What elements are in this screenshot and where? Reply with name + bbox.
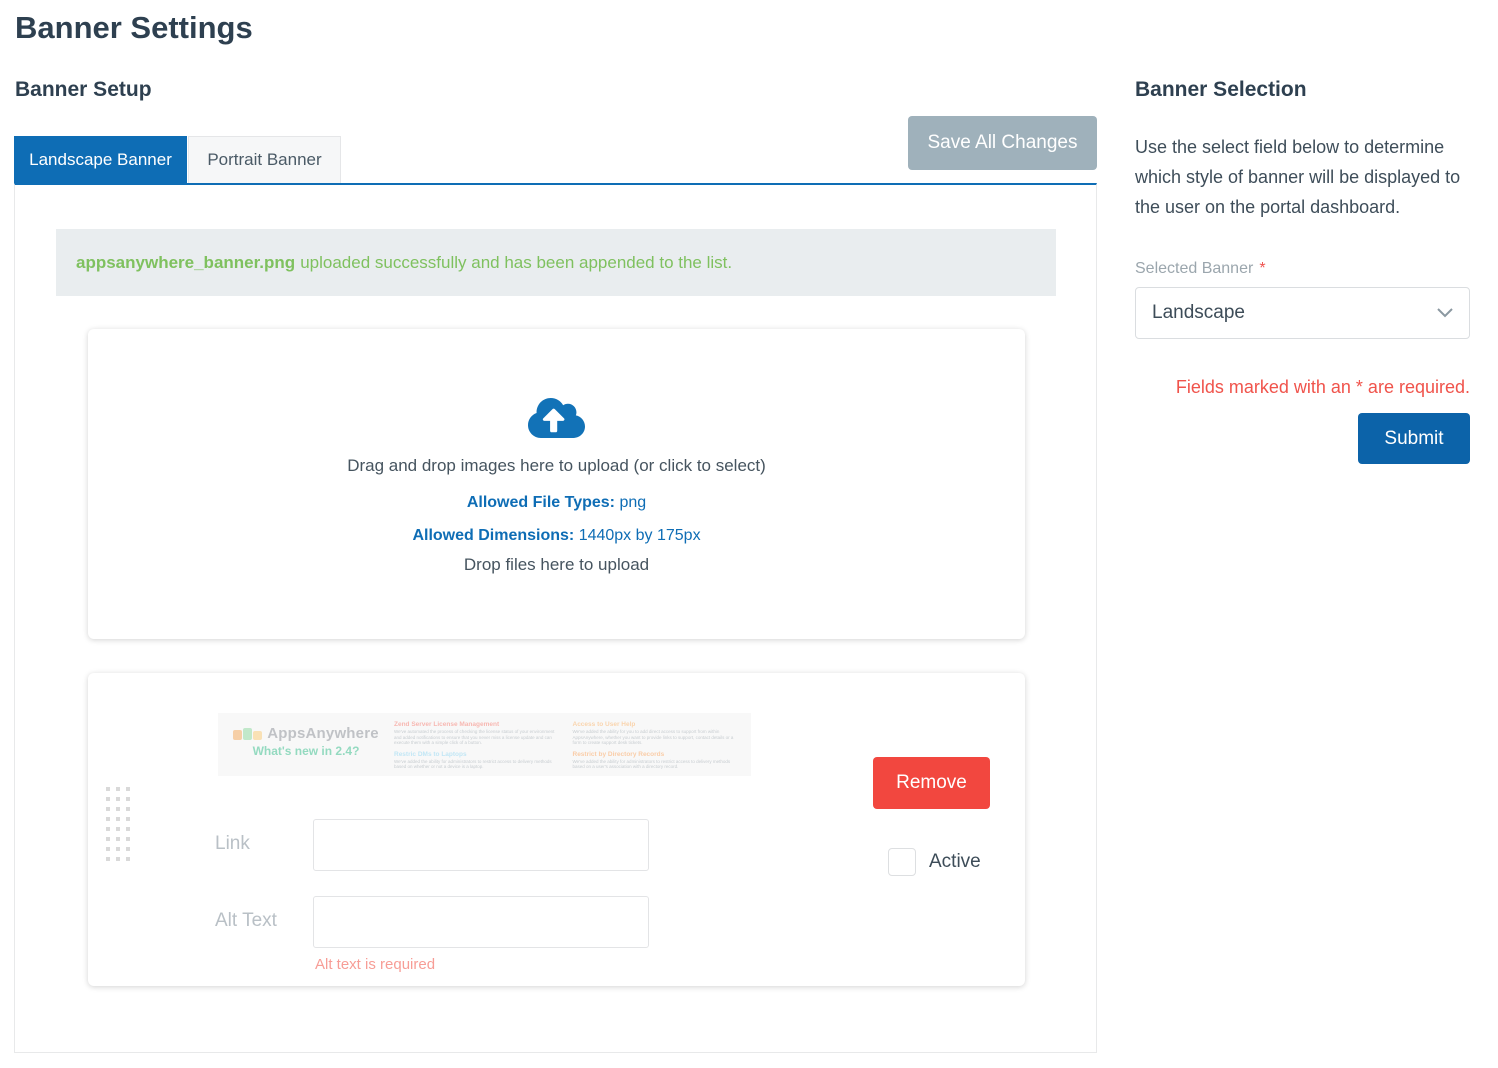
uploaded-filename: appsanywhere_banner.png <box>76 252 296 272</box>
active-checkbox-label: Active <box>929 851 981 872</box>
banner-selection-description: Use the select field below to determine which style of banner will be displayed to the user on the portal dashboard. <box>1135 137 1461 217</box>
thumbnail-feature-title: Restric DMs to Laptops <box>394 750 467 758</box>
thumbnail-feature-body: We've added the ability for you to add direct access to support from within AppsAnywhere, whether you want to provide links to support, contact details or a form to create support desk tickets. <box>572 729 734 745</box>
link-field-label: Link <box>215 833 250 854</box>
allowed-file-types-label: Allowed File Types: <box>466 494 615 511</box>
link-input[interactable] <box>313 819 649 871</box>
selected-banner-label: Selected Banner <box>1135 260 1254 277</box>
allowed-file-types-value: png <box>619 494 647 511</box>
required-fields-note: Fields marked with an * are required. <box>1175 377 1470 397</box>
allowed-dimensions <box>88 527 1025 545</box>
upload-success-alert <box>56 229 1056 296</box>
thumbnail-feature-title: Restrict by Directory Records <box>572 750 665 758</box>
required-asterisk: * <box>1259 260 1266 277</box>
alt-text-input[interactable] <box>313 896 649 948</box>
tab-portrait-label: Portrait Banner <box>207 150 322 169</box>
submit-button[interactable]: Submit <box>1358 413 1470 464</box>
thumbnail-brand-name: AppsAnywhere <box>267 725 379 742</box>
chevron-down-icon <box>1437 308 1453 318</box>
remove-banner-button[interactable]: Remove <box>873 757 990 809</box>
thumbnail-column-1 <box>386 719 565 770</box>
drop-hint: Drop files here to upload <box>463 555 650 574</box>
drag-handle[interactable] <box>106 787 130 867</box>
banner-thumbnail <box>218 713 751 776</box>
allowed-dimensions-label: Allowed Dimensions: <box>412 527 575 544</box>
alt-text-error: Alt text is required <box>315 956 436 973</box>
selected-banner-select[interactable] <box>1135 287 1470 339</box>
banner-list-item <box>88 673 1025 986</box>
banner-selection-heading: Banner Selection <box>1135 78 1307 101</box>
thumbnail-column-2 <box>565 719 744 770</box>
thumbnail-subtitle: What's new in 2.4? <box>252 744 360 758</box>
thumbnail-feature-title: Access to User Help <box>572 721 636 728</box>
appsanywhere-logo-icon <box>233 728 262 740</box>
tab-landscape-banner[interactable] <box>14 136 187 183</box>
thumbnail-brand-block <box>226 719 386 770</box>
upload-dropzone[interactable] <box>88 329 1025 639</box>
banner-selection-sidebar <box>1135 78 1470 464</box>
allowed-file-types <box>88 494 1025 512</box>
selected-banner-value: Landscape <box>1152 302 1245 323</box>
active-checkbox[interactable] <box>888 848 916 876</box>
alt-text-field-label: Alt Text <box>215 910 277 931</box>
thumbnail-feature-body: We've automated the process of checking the license status of your environment and added notifications to ensure that you never miss a license update and can execute them with a simple click of a button. <box>394 729 555 745</box>
thumbnail-feature-body: We've added the ability for administrators to restrict access to delivery methods based on whether or not a device is a laptop. <box>394 758 552 769</box>
thumbnail-feature-body: We've added the ability for administrators to restrict access to delivery methods based on a user's association with a directory record. <box>572 758 731 769</box>
banner-setup-heading: Banner Setup <box>15 78 152 101</box>
page-title: Banner Settings <box>15 10 253 45</box>
landscape-banner-panel <box>14 183 1097 1053</box>
upload-success-text: uploaded successfully and has been appended to the list. <box>300 252 733 272</box>
dropzone-instruction: Drag and drop images here to upload (or click to select) <box>347 456 766 475</box>
tab-landscape-label: Landscape Banner <box>29 149 172 169</box>
save-all-changes-button[interactable]: Save All Changes <box>908 116 1097 170</box>
cloud-upload-icon <box>528 395 585 441</box>
allowed-dimensions-value: 1440px by 175px <box>578 527 701 544</box>
tab-portrait-banner[interactable] <box>188 136 341 183</box>
thumbnail-feature-title: Zend Server License Management <box>394 721 500 728</box>
